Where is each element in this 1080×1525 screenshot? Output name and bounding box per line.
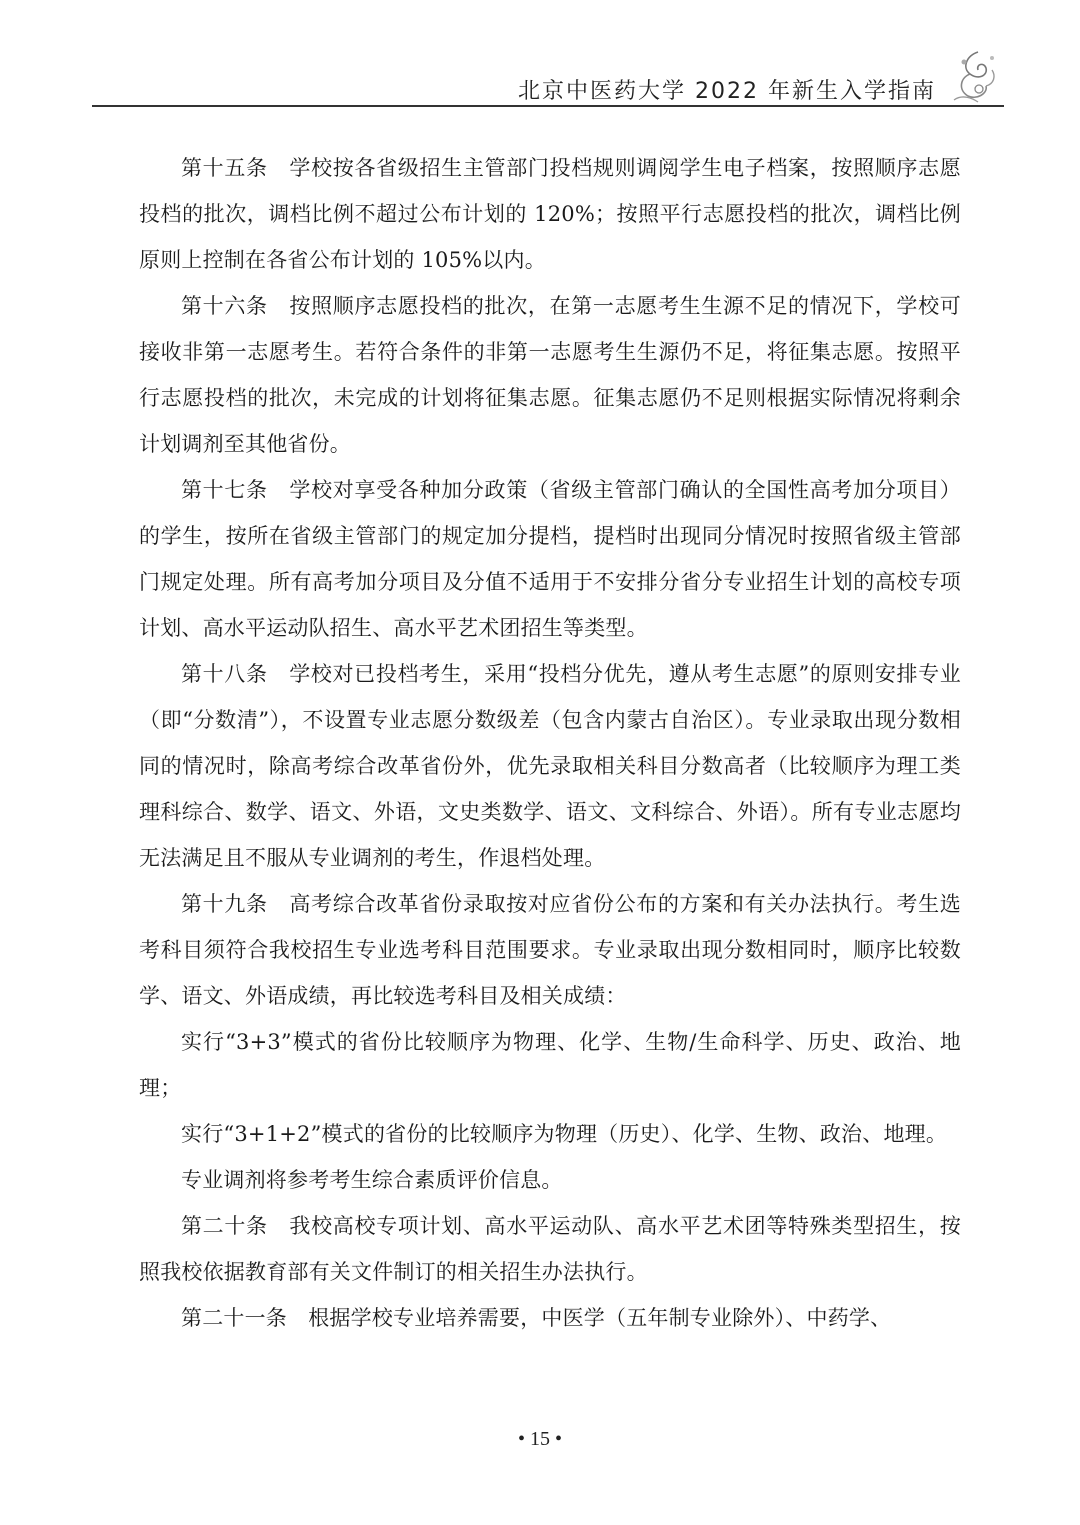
header-title: 北京中医药大学 2022 年新生入学指南 xyxy=(518,79,936,104)
document-body xyxy=(139,145,961,1341)
paragraph-3plus3-mode: 实行“3+3”模式的省份比较顺序为物理、化学、生物/生命科学、历史、政治、地理； xyxy=(139,1030,961,1100)
paragraph-article-18: 第十八条 学校对已投档考生，采用“投档分优先，遵从考生志愿”的原则安排专业（即“分数清”），不设置专业志愿分数级差（包含内蒙古自治区）。专业录取出现分数相同的情况时，除高考综合改革省份外，优先录取相关科目分数高者（比较顺序为理工类理科综合、数学、语文、外语，文史类数学、语文、文科综合、外语）。所有专业志愿均无法满足且不服从专业调剂的考生，作退档处理。 xyxy=(139,662,961,870)
paragraph-article-17: 第十七条 学校对享受各种加分政策（省级主管部门确认的全国性高考加分项目）的学生，按所在省级主管部门的规定加分提档，提档时出现同分情况时按照省级主管部门规定处理。所有高考加分项目及分值不适用于不安排分省分专业招生计划的高校专项计划、高水平运动队招生、高水平艺术团招生等类型。 xyxy=(139,478,961,640)
paragraph-article-20: 第二十条 我校高校专项计划、高水平运动队、高水平艺术团等特殊类型招生，按照我校依据教育部有关文件制订的相关招生办法执行。 xyxy=(139,1214,961,1284)
paragraph-article-16: 第十六条 按照顺序志愿投档的批次，在第一志愿考生生源不足的情况下，学校可接收非第一志愿考生。若符合条件的非第一志愿考生生源仍不足，将征集志愿。按照平行志愿投档的批次，未完成的计划将征集志愿。征集志愿仍不足则根据实际情况将剩余计划调剂至其他省份。 xyxy=(139,294,961,456)
page-number: • 15 • xyxy=(517,1428,562,1450)
floral-ornament-icon xyxy=(948,48,1000,104)
paragraph-adjustment-note: 专业调剂将参考考生综合素质评价信息。 xyxy=(181,1168,563,1192)
paragraph-article-19: 第十九条 高考综合改革省份录取按对应省份公布的方案和有关办法执行。考生选考科目须符合我校招生专业选考科目范围要求。专业录取出现分数相同时，顺序比较数学、语文、外语成绩，再比较选考科目及相关成绩： xyxy=(139,892,961,1008)
header-rule xyxy=(92,105,1004,107)
paragraph-article-15: 第十五条 学校按各省级招生主管部门投档规则调阅学生电子档案，按照顺序志愿投档的批次，调档比例不超过公布计划的 120%；按照平行志愿投档的批次，调档比例原则上控制在各省公布计划的 105%以内。 xyxy=(139,156,961,272)
paragraph-article-21: 第二十一条 根据学校专业培养需要，中医学（五年制专业除外）、中药学、 xyxy=(181,1306,892,1330)
page-header xyxy=(92,48,1004,106)
paragraph-3plus1plus2-mode: 实行“3+1+2”模式的省份的比较顺序为物理（历史）、化学、生物、政治、地理。 xyxy=(181,1122,948,1146)
